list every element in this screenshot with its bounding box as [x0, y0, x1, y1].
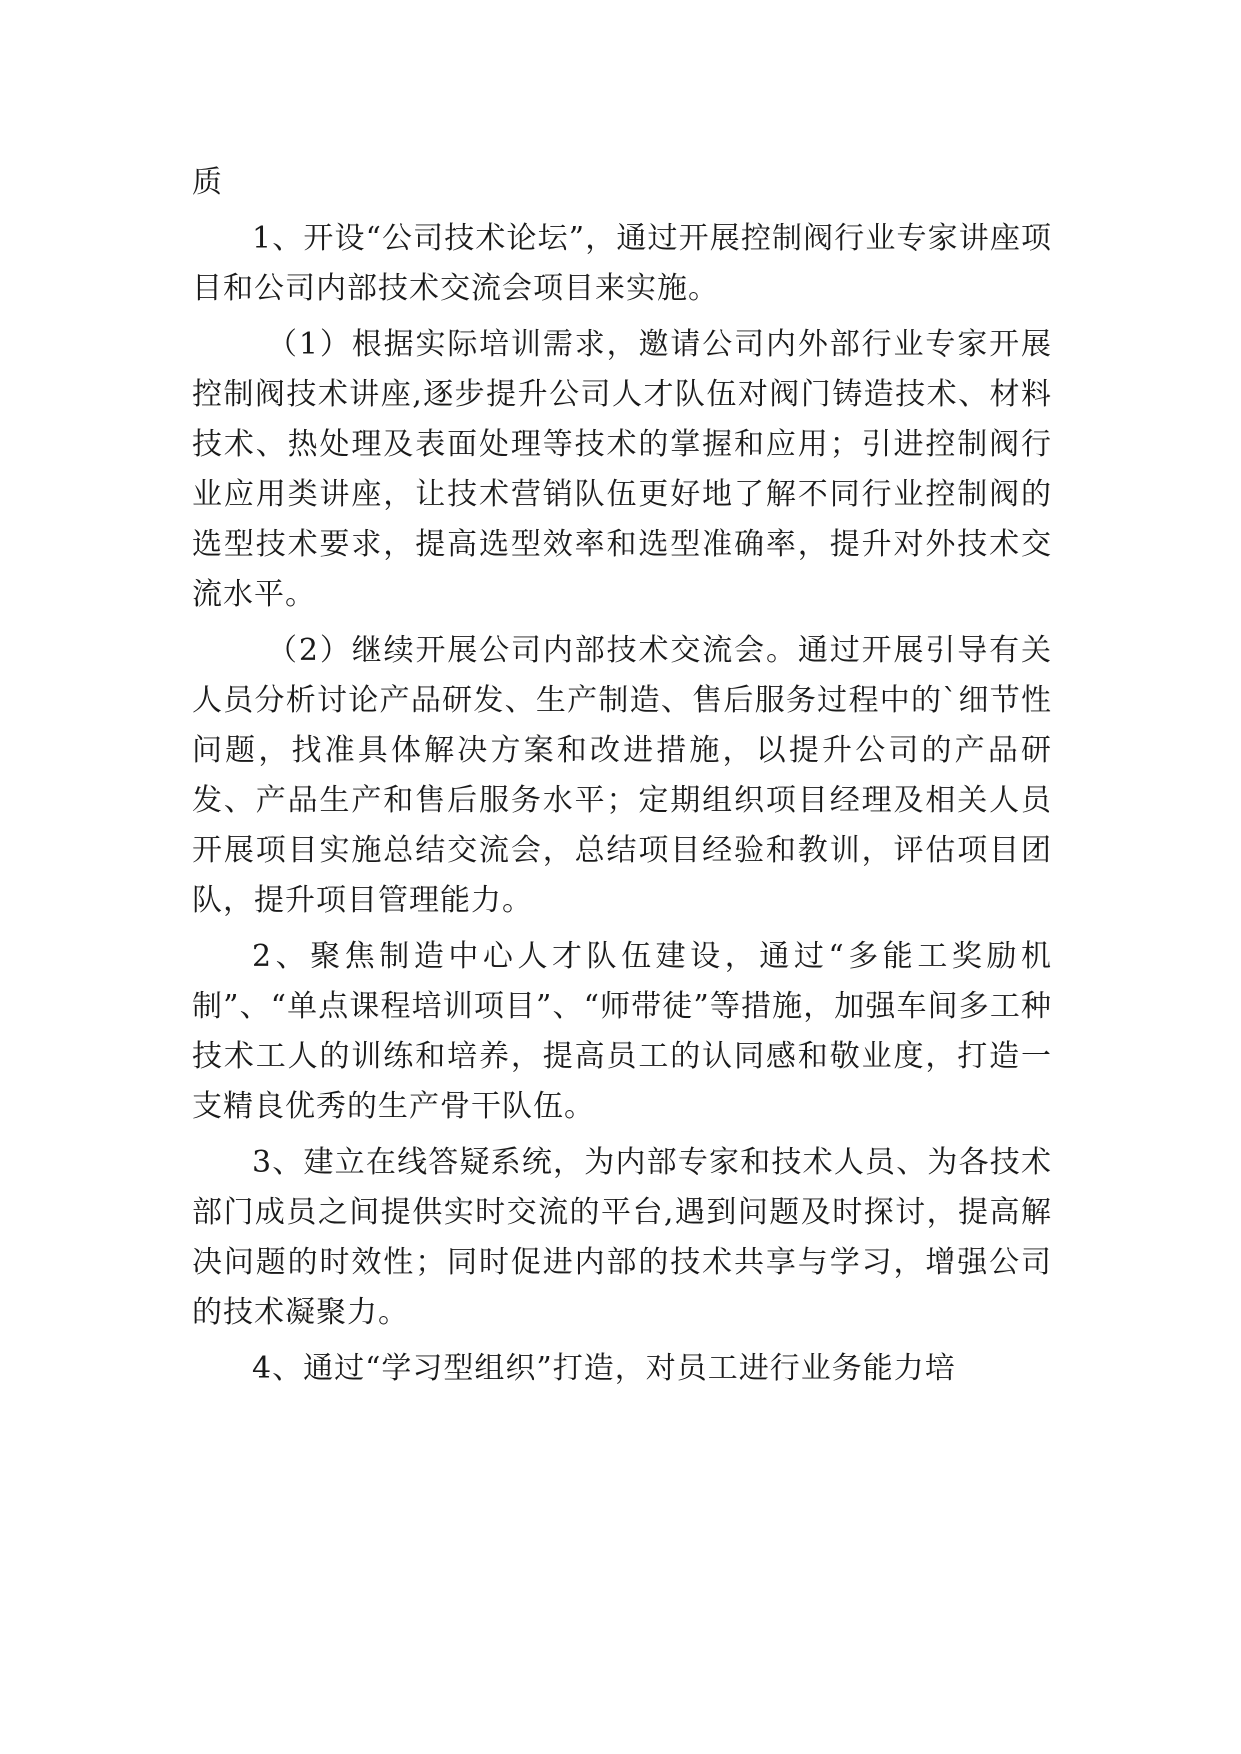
paragraph-item-3: 3、建立在线答疑系统，为内部专家和技术人员、为各技术部门成员之间提供实时交流的平台,遇到问题及时探讨，提高解决问题的时效性；同时促进内部的技术共享与学习，增强公司的技术凝聚力。 [192, 1145, 1052, 1330]
document-body [192, 158, 1052, 1400]
paragraph-item-2: 2、聚焦制造中心人才队伍建设，通过“多能工奖励机制”、“单点课程培训项目”、“师带徒”等措施，加强车间多工种技术工人的训练和培养，提高员工的认同感和敬业度，打造一支精良优秀的生产骨干队伍。 [192, 939, 1052, 1124]
paragraph-item-1: 1、开设“公司技术论坛”，通过开展控制阀行业专家讲座项目和公司内部技术交流会项目来实施。 [192, 221, 1052, 306]
paragraph-item-4: 4、通过“学习型组织”打造，对员工进行业务能力培 [252, 1351, 956, 1386]
paragraph-continuation: 质 [192, 165, 223, 200]
paragraph-subitem-1: （1）根据实际培训需求，邀请公司内外部行业专家开展控制阀技术讲座,逐步提升公司人才队伍对阀门铸造技术、材料技术、热处理及表面处理等技术的掌握和应用；引进控制阀行业应用类讲座，让技术营销队伍更好地了解不同行业控制阀的选型技术要求，提高选型效率和选型准确率，提升对外技术交流水平。 [192, 327, 1052, 612]
paragraph-subitem-2: （2）继续开展公司内部技术交流会。通过开展引导有关人员分析讨论产品研发、生产制造、售后服务过程中的`细节性问题，找准具体解决方案和改进措施，以提升公司的产品研发、产品生产和售后服务水平；定期组织项目经理及相关人员开展项目实施总结交流会，总结项目经验和教训，评估项目团队，提升项目管理能力。 [192, 633, 1052, 918]
